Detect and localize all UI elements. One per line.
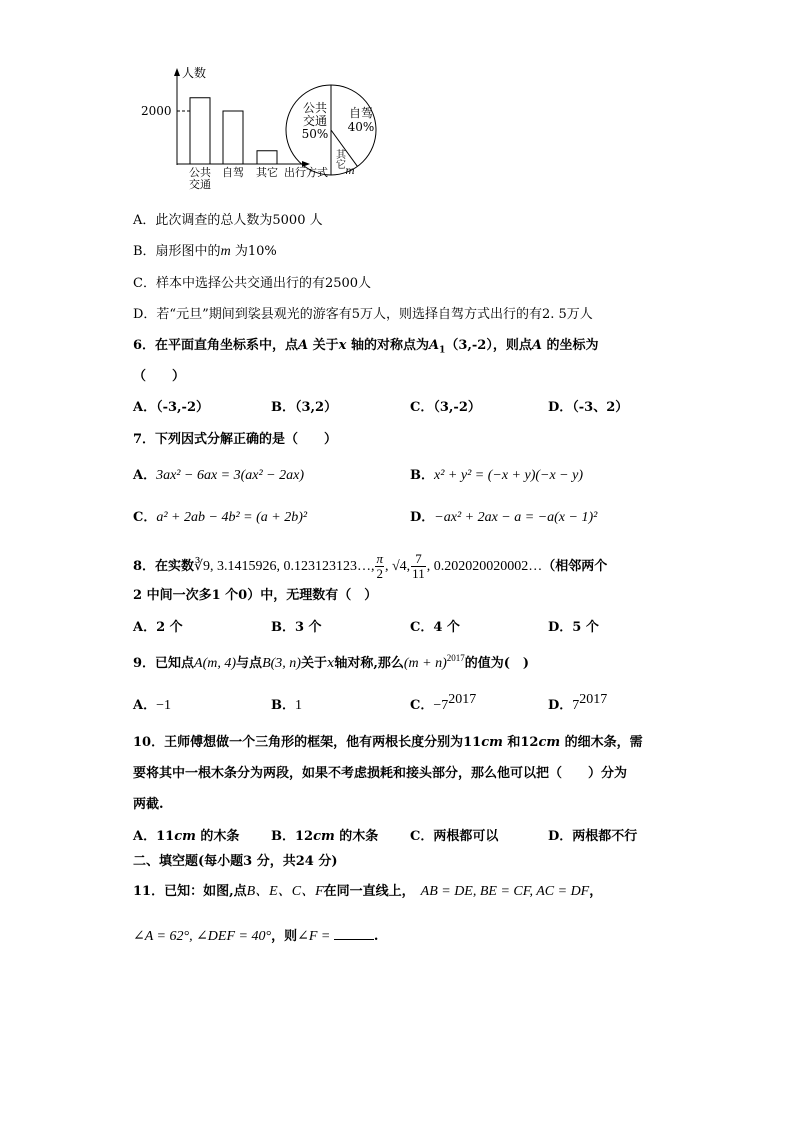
q8-stem: [133, 551, 607, 583]
q10-option-a: [133, 828, 239, 846]
q9-option-c-exp: 2017: [448, 692, 477, 707]
q7-option-b-expr: x² + y² = (−x + y)(−x − y): [434, 468, 584, 483]
q10-option-c: C．两根都可以: [410, 829, 499, 844]
q8-seven-elevenths: [411, 552, 426, 581]
bar-chart: [141, 65, 328, 191]
q10-line3: 两截.: [133, 797, 164, 812]
q11-angles: ∠A = 62°, ∠DEF = 40°: [133, 929, 272, 944]
q6-point-a: A: [298, 338, 309, 353]
q6-paren: （ ）: [133, 369, 186, 384]
bar-3: [257, 151, 277, 164]
q9-expr: (m + n): [403, 656, 447, 671]
q5-option-b-text: B．扇形图中的: [133, 244, 221, 259]
q11-points: B、E、C、F: [246, 884, 324, 899]
bar-category-label: 其它: [256, 166, 278, 179]
x-axis-label: 出行方式: [284, 166, 328, 179]
q9-option-d-label: D．: [548, 698, 573, 713]
q8-note: （相邻两个: [542, 559, 608, 574]
q6-stem-mid2: 轴的对称点为: [346, 338, 429, 353]
q7-option-a: [133, 467, 304, 485]
q7-option-c-label: C．: [133, 510, 157, 525]
q8-option-c: C．4 个: [410, 620, 460, 635]
q6-option-d: D．（-3、2）: [548, 400, 629, 415]
q10-option-b: [271, 828, 378, 846]
q5-option-b: [133, 243, 277, 261]
q6-stem-pre: 6．在平面直角坐标系中，点: [133, 338, 299, 353]
q7-stem: 7．下列因式分解正确的是（ ）: [133, 432, 338, 447]
q7-option-b-label: B．: [410, 468, 434, 483]
q6-point-a1: A: [428, 338, 440, 353]
q9-option-c-label: C．: [410, 698, 434, 713]
q10-stem-mid: 和12: [502, 735, 539, 750]
y-axis-arrow: [174, 68, 180, 76]
q7-option-d: [410, 509, 597, 527]
q8-stem-pre: 8．在实数: [133, 559, 195, 574]
q9-stem: [133, 655, 529, 673]
pie-slice-label: 它: [336, 160, 346, 171]
q6-stem: [133, 337, 598, 360]
q6-x: x: [338, 338, 347, 353]
q6-option-b: B．（3,2）: [271, 400, 338, 415]
q7-option-a-expr: 3ax² − 6ax = 3(ax² − 2ax): [156, 468, 305, 483]
q8-nums: ∛9, 3.1415926, 0.123123123…,: [194, 559, 375, 574]
q5-option-d: D．若“元旦”期间到裟县观光的游客有5万人，则选择自驾方式出行的有2. 5万人: [133, 307, 593, 322]
q6-stem-tail: 的坐标为: [541, 338, 599, 353]
q11-comma: ，: [589, 884, 603, 899]
y-tick-label: 2000: [141, 104, 172, 118]
q9-option-a-label: A．: [133, 698, 157, 713]
pie-slice-label: 50%: [301, 127, 329, 141]
y-axis-label: 人数: [182, 66, 207, 80]
q5-option-b-var: m: [220, 244, 231, 259]
q7-option-c: [133, 509, 307, 527]
q10-option-a-tail: 的木条: [195, 829, 240, 844]
q5-option-c: C．样本中选择公共交通出行的有2500人: [133, 276, 372, 291]
q8-f-den: 11: [412, 566, 425, 581]
q9-mid2: 关于: [300, 656, 327, 671]
q9-mid3: 轴对称,那么: [334, 656, 404, 671]
q9-option-b-label: B．: [271, 698, 295, 713]
q8-option-d: D．5 个: [548, 620, 599, 635]
q6-point-a1-sub: 1: [439, 345, 446, 356]
q9-stem-pre: 9．已知点: [133, 656, 195, 671]
q8-mid: , √4,: [384, 559, 411, 574]
q9-option-a-value: −1: [156, 698, 171, 713]
bar-category-label: 公共: [189, 166, 211, 179]
q10-stem: [133, 734, 643, 752]
q11-line1: [133, 883, 602, 901]
q7-option-c-expr: a² + 2ab − 4b² = (a + 2b)²: [156, 510, 308, 525]
q9-mid1: 与点: [236, 656, 263, 671]
q9-option-d-value: 7: [572, 698, 580, 713]
q10-stem-pre: 10．王师傅想做一个三角形的框架，他有两根长度分别为11: [133, 735, 482, 750]
q9-tail: 的值为( ): [464, 656, 530, 671]
q9-point-b: B(3, n): [262, 656, 301, 671]
statistics-figure: [130, 60, 375, 191]
q10-option-d: D．两根都不行: [548, 829, 638, 844]
q11-line2: [133, 927, 378, 946]
pie-slice-label: 其: [336, 150, 346, 161]
q9-option-c: [410, 692, 477, 715]
q11-ask: ，则: [271, 929, 298, 944]
q8-tail: , 0.202020020002…: [426, 559, 543, 574]
q10-cm1: cm: [481, 735, 503, 750]
q7-option-d-expr: −ax² + 2ax − a = −a(x − 1)²: [434, 510, 598, 525]
q8-line2: 2 中间一次多1 个0）中，无理数有（ ）: [133, 588, 378, 603]
q9-option-a: [133, 697, 171, 715]
bar-category-label: 交通: [189, 178, 211, 191]
q7-option-b: [410, 467, 583, 485]
q8-f-num: 7: [411, 552, 426, 567]
q6-option-a: A．（-3,-2）: [133, 400, 209, 415]
q11-answer-blank[interactable]: [334, 927, 374, 940]
bar-1: [190, 98, 210, 164]
pie-slice-label: 40%: [347, 120, 375, 134]
pie-slice-label: m: [345, 166, 355, 177]
q8-option-a: A．2 个: [133, 620, 183, 635]
q10-option-b-pre: B．12: [271, 829, 314, 844]
q11-angle-f: ∠F =: [297, 929, 334, 944]
bar-category-label: 自驾: [222, 166, 244, 179]
q6-option-c: C．（3,-2）: [410, 400, 481, 415]
q10-cm2: cm: [538, 735, 561, 750]
q9-option-c-value: −7: [433, 698, 449, 713]
q10-option-a-cm: cm: [174, 829, 196, 844]
q5-option-a: A．此次调查的总人数为5000 人: [133, 213, 323, 228]
q7-option-a-label: A．: [133, 468, 157, 483]
q6-point-a-2: A: [531, 338, 542, 353]
q9-option-b: [271, 697, 302, 715]
pie-slice-label: 自驾: [348, 106, 374, 120]
pie-slice-label: 交通: [302, 114, 328, 128]
q9-option-d-exp: 2017: [579, 692, 608, 707]
q9-option-b-value: 1: [295, 698, 302, 713]
q11-stem-mid: 在同一直线上，: [323, 884, 415, 899]
q10-option-b-tail: 的木条: [334, 829, 379, 844]
q6-stem-mid1: 关于: [308, 338, 339, 353]
q11-conditions: AB = DE, BE = CF, AC = DF: [420, 884, 590, 899]
q10-option-b-cm: cm: [313, 829, 335, 844]
q9-exp: 2017: [446, 653, 465, 663]
q8-pi-fraction: [375, 552, 384, 581]
q9-option-d: [548, 692, 608, 715]
pie-slice-label: 公共: [302, 101, 328, 115]
q11-end: .: [373, 929, 379, 944]
bar-2: [223, 111, 243, 164]
q6-stem-end: （3,-2），则点: [445, 338, 532, 353]
q9-x: x: [326, 656, 335, 671]
q7-option-d-label: D．: [410, 510, 435, 525]
q8-pi-den: 2: [376, 566, 383, 581]
q11-stem-pre: 11．已知：如图,点: [133, 884, 247, 899]
q10-stem-end: 的细木条，需: [560, 735, 643, 750]
q8-option-b: B．3 个: [271, 620, 322, 635]
q8-pi-num: π: [376, 551, 383, 566]
q5-option-b-tail: 为10%: [230, 244, 277, 259]
q9-point-a: A(m, 4): [194, 656, 237, 671]
section-2-title: 二、填空题(每小题3 分，共24 分): [133, 854, 338, 869]
q10-line2: 要将其中一根木条分为两段，如果不考虑损耗和接头部分，那么他可以把（ ）分为: [133, 766, 628, 781]
pie-chart: [286, 85, 376, 177]
q10-option-a-pre: A．11: [133, 829, 175, 844]
